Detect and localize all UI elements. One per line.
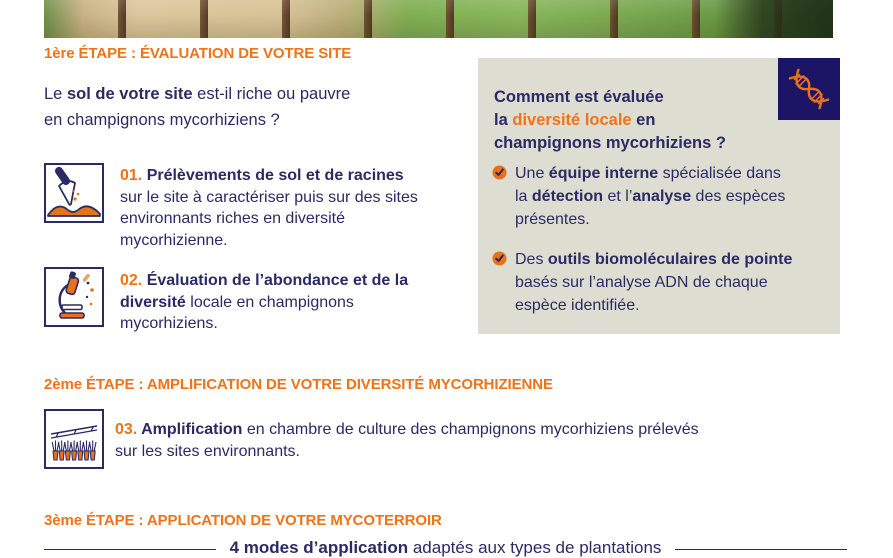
- divider-line: [675, 549, 847, 550]
- culture-chamber-icon: [44, 409, 104, 469]
- panel-bullet-1-text: Une équipe interne spécialisée dans la détection et l’analyse des espèces présentes.: [515, 165, 786, 228]
- application-modes-text: 4 modes d’application adaptés aux types de plantations: [229, 538, 662, 557]
- panel-title: Comment est évaluée la diversité locale en champignons mycorhiziens ?: [494, 88, 726, 152]
- panel-bullet-2-text: Des outils biomoléculaires de pointe basés sur l’analyse ADN de chaque espèce identifiée.: [515, 251, 793, 314]
- step1-item-01: 01. Prélèvements de sol et de racines sur le site à caractériser puis sur des sites environnants riches en diversité mycorhizienne.: [120, 167, 418, 249]
- application-modes-tagline: [44, 538, 847, 558]
- step3-heading: 3ème ÉTAPE : APPLICATION DE VOTRE MYCOTERROIR: [44, 512, 442, 529]
- step1-heading: 1ère ÉTAPE : ÉVALUATION DE VOTRE SITE: [44, 45, 352, 62]
- step1-item-02: 02. Évaluation de l’abondance et de la diversité locale en champignons mycorhiziens.: [120, 272, 409, 332]
- check-icon: [492, 165, 507, 180]
- step1-intro-question: Le sol de votre site est-il riche ou pauvre en champignons mycorhiziens ?: [44, 85, 351, 129]
- soil-sampling-trowel-icon: [44, 163, 104, 223]
- field-photo-strip: [44, 0, 833, 38]
- diversity-evaluation-panel: [478, 58, 840, 334]
- divider-line: [44, 549, 216, 550]
- panel-bullet-2: [492, 248, 832, 317]
- step2-item-03: 03. Amplification en chambre de culture des champignons mycorhiziens prélevés sur les sites environnants.: [115, 421, 699, 460]
- check-icon: [492, 251, 507, 266]
- dna-icon: [778, 58, 840, 120]
- panel-bullet-1: [492, 162, 832, 231]
- step2-heading: 2ème ÉTAPE : AMPLIFICATION DE VOTRE DIVERSITÉ MYCORHIZIENNE: [44, 376, 553, 393]
- microscope-icon: [44, 267, 104, 327]
